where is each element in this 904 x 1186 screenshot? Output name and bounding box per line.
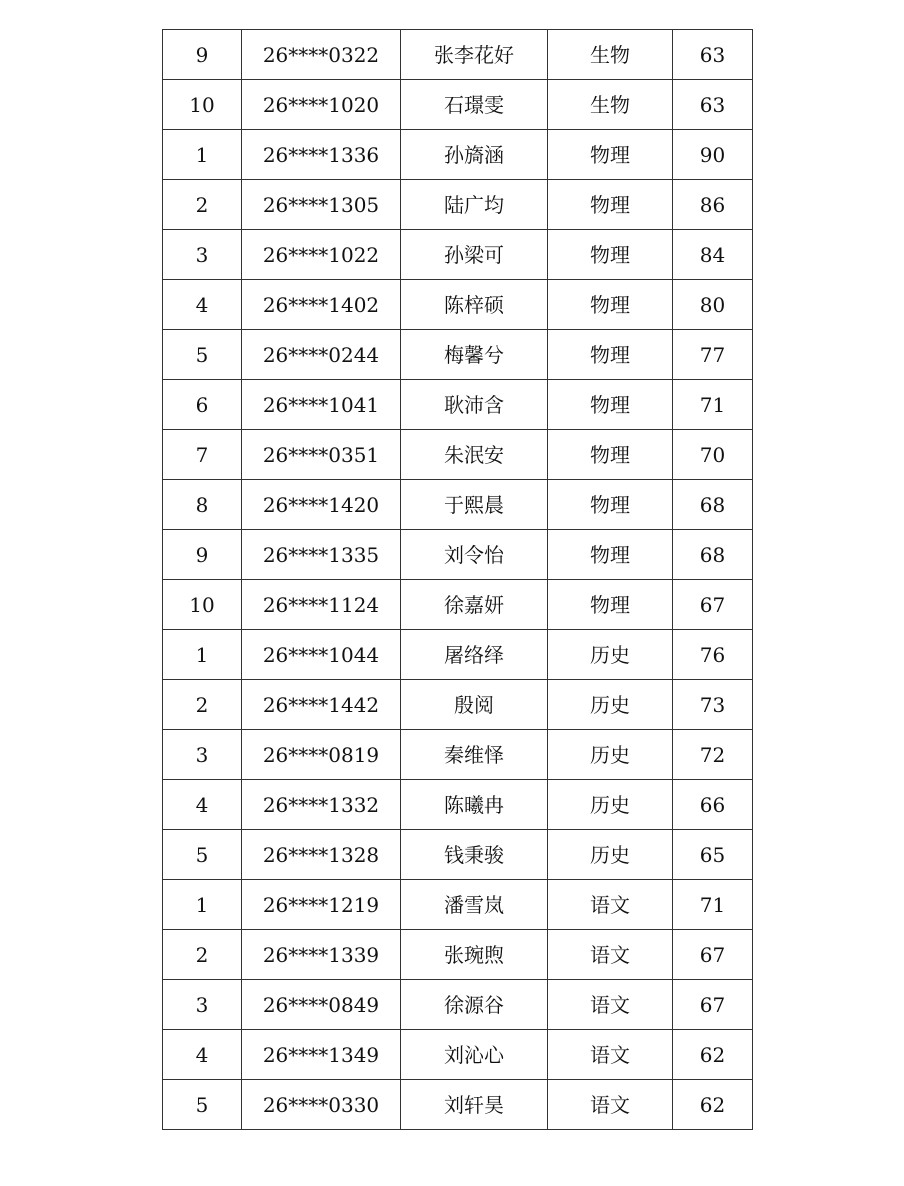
student-id-cell: 26****1339 bbox=[242, 930, 401, 980]
student-name-cell: 陈曦冉 bbox=[401, 780, 548, 830]
score-cell: 65 bbox=[673, 830, 753, 880]
student-name-cell: 朱泯安 bbox=[401, 430, 548, 480]
student-id-cell: 26****1020 bbox=[242, 80, 401, 130]
student-name-cell: 秦维怿 bbox=[401, 730, 548, 780]
student-id-cell: 26****1044 bbox=[242, 630, 401, 680]
table-row bbox=[163, 680, 753, 730]
score-cell: 63 bbox=[673, 80, 753, 130]
rank-cell: 5 bbox=[163, 330, 242, 380]
table-row bbox=[163, 730, 753, 780]
subject-cell: 物理 bbox=[548, 480, 673, 530]
rank-cell: 1 bbox=[163, 130, 242, 180]
student-name-cell: 刘令怡 bbox=[401, 530, 548, 580]
subject-cell: 历史 bbox=[548, 780, 673, 830]
subject-cell: 语文 bbox=[548, 930, 673, 980]
student-id-cell: 26****1219 bbox=[242, 880, 401, 930]
score-cell: 66 bbox=[673, 780, 753, 830]
student-id-cell: 26****1022 bbox=[242, 230, 401, 280]
student-id-cell: 26****0244 bbox=[242, 330, 401, 380]
student-name-cell: 刘沁心 bbox=[401, 1030, 548, 1080]
score-cell: 67 bbox=[673, 580, 753, 630]
score-cell: 73 bbox=[673, 680, 753, 730]
rank-cell: 5 bbox=[163, 830, 242, 880]
rank-cell: 7 bbox=[163, 430, 242, 480]
score-cell: 90 bbox=[673, 130, 753, 180]
subject-cell: 历史 bbox=[548, 680, 673, 730]
table-row bbox=[163, 30, 753, 80]
student-name-cell: 徐源谷 bbox=[401, 980, 548, 1030]
student-name-cell: 徐嘉妍 bbox=[401, 580, 548, 630]
student-name-cell: 张琬煦 bbox=[401, 930, 548, 980]
table-row bbox=[163, 830, 753, 880]
subject-cell: 物理 bbox=[548, 330, 673, 380]
rank-cell: 3 bbox=[163, 230, 242, 280]
score-cell: 71 bbox=[673, 880, 753, 930]
rank-cell: 4 bbox=[163, 780, 242, 830]
rank-cell: 6 bbox=[163, 380, 242, 430]
score-cell: 70 bbox=[673, 430, 753, 480]
subject-cell: 生物 bbox=[548, 30, 673, 80]
student-id-cell: 26****1420 bbox=[242, 480, 401, 530]
student-id-cell: 26****1328 bbox=[242, 830, 401, 880]
rank-cell: 1 bbox=[163, 880, 242, 930]
student-id-cell: 26****0351 bbox=[242, 430, 401, 480]
student-id-cell: 26****1402 bbox=[242, 280, 401, 330]
student-id-cell: 26****1349 bbox=[242, 1030, 401, 1080]
rank-cell: 2 bbox=[163, 930, 242, 980]
rank-cell: 4 bbox=[163, 280, 242, 330]
rank-cell: 10 bbox=[163, 580, 242, 630]
rank-cell: 5 bbox=[163, 1080, 242, 1130]
table-row bbox=[163, 630, 753, 680]
rank-cell: 9 bbox=[163, 30, 242, 80]
student-id-cell: 26****0849 bbox=[242, 980, 401, 1030]
subject-cell: 语文 bbox=[548, 980, 673, 1030]
table-row bbox=[163, 780, 753, 830]
table-row bbox=[163, 480, 753, 530]
subject-cell: 物理 bbox=[548, 530, 673, 580]
score-cell: 72 bbox=[673, 730, 753, 780]
table-row bbox=[163, 80, 753, 130]
subject-cell: 物理 bbox=[548, 130, 673, 180]
subject-cell: 语文 bbox=[548, 1080, 673, 1130]
subject-cell: 历史 bbox=[548, 830, 673, 880]
subject-cell: 物理 bbox=[548, 380, 673, 430]
score-cell: 63 bbox=[673, 30, 753, 80]
rank-cell: 1 bbox=[163, 630, 242, 680]
score-cell: 86 bbox=[673, 180, 753, 230]
table-row bbox=[163, 930, 753, 980]
subject-cell: 物理 bbox=[548, 430, 673, 480]
student-id-cell: 26****1336 bbox=[242, 130, 401, 180]
score-cell: 68 bbox=[673, 480, 753, 530]
subject-cell: 物理 bbox=[548, 580, 673, 630]
rank-cell: 3 bbox=[163, 730, 242, 780]
subject-cell: 历史 bbox=[548, 630, 673, 680]
student-name-cell: 屠络绎 bbox=[401, 630, 548, 680]
table-row bbox=[163, 380, 753, 430]
student-name-cell: 孙梁可 bbox=[401, 230, 548, 280]
student-name-cell: 孙旖涵 bbox=[401, 130, 548, 180]
student-id-cell: 26****0322 bbox=[242, 30, 401, 80]
table-row bbox=[163, 530, 753, 580]
subject-cell: 历史 bbox=[548, 730, 673, 780]
student-id-cell: 26****1124 bbox=[242, 580, 401, 630]
table-row bbox=[163, 980, 753, 1030]
student-name-cell: 耿沛含 bbox=[401, 380, 548, 430]
student-name-cell: 张李花好 bbox=[401, 30, 548, 80]
student-name-cell: 陆广均 bbox=[401, 180, 548, 230]
subject-cell: 物理 bbox=[548, 280, 673, 330]
table-row bbox=[163, 280, 753, 330]
subject-cell: 物理 bbox=[548, 230, 673, 280]
score-table bbox=[162, 29, 753, 1130]
student-id-cell: 26****1305 bbox=[242, 180, 401, 230]
score-cell: 62 bbox=[673, 1030, 753, 1080]
rank-cell: 8 bbox=[163, 480, 242, 530]
student-name-cell: 刘轩昊 bbox=[401, 1080, 548, 1130]
table-row bbox=[163, 180, 753, 230]
student-name-cell: 于熙晨 bbox=[401, 480, 548, 530]
rank-cell: 2 bbox=[163, 180, 242, 230]
student-name-cell: 石璟雯 bbox=[401, 80, 548, 130]
score-cell: 68 bbox=[673, 530, 753, 580]
score-cell: 67 bbox=[673, 930, 753, 980]
rank-cell: 2 bbox=[163, 680, 242, 730]
table-row bbox=[163, 130, 753, 180]
rank-cell: 4 bbox=[163, 1030, 242, 1080]
table-row bbox=[163, 580, 753, 630]
student-id-cell: 26****0330 bbox=[242, 1080, 401, 1130]
student-id-cell: 26****0819 bbox=[242, 730, 401, 780]
student-id-cell: 26****1442 bbox=[242, 680, 401, 730]
student-name-cell: 潘雪岚 bbox=[401, 880, 548, 930]
student-name-cell: 梅馨兮 bbox=[401, 330, 548, 380]
table-body bbox=[163, 30, 753, 1130]
score-cell: 62 bbox=[673, 1080, 753, 1130]
score-cell: 84 bbox=[673, 230, 753, 280]
table-row bbox=[163, 230, 753, 280]
student-name-cell: 陈梓硕 bbox=[401, 280, 548, 330]
table-row bbox=[163, 1030, 753, 1080]
student-id-cell: 26****1332 bbox=[242, 780, 401, 830]
rank-cell: 3 bbox=[163, 980, 242, 1030]
score-cell: 71 bbox=[673, 380, 753, 430]
student-name-cell: 钱秉骏 bbox=[401, 830, 548, 880]
score-cell: 76 bbox=[673, 630, 753, 680]
rank-cell: 9 bbox=[163, 530, 242, 580]
subject-cell: 生物 bbox=[548, 80, 673, 130]
student-id-cell: 26****1041 bbox=[242, 380, 401, 430]
table-row bbox=[163, 1080, 753, 1130]
subject-cell: 语文 bbox=[548, 1030, 673, 1080]
score-cell: 67 bbox=[673, 980, 753, 1030]
table-row bbox=[163, 430, 753, 480]
score-cell: 80 bbox=[673, 280, 753, 330]
rank-cell: 10 bbox=[163, 80, 242, 130]
table-row bbox=[163, 330, 753, 380]
subject-cell: 语文 bbox=[548, 880, 673, 930]
table-row bbox=[163, 880, 753, 930]
score-cell: 77 bbox=[673, 330, 753, 380]
subject-cell: 物理 bbox=[548, 180, 673, 230]
student-id-cell: 26****1335 bbox=[242, 530, 401, 580]
student-name-cell: 殷阅 bbox=[401, 680, 548, 730]
